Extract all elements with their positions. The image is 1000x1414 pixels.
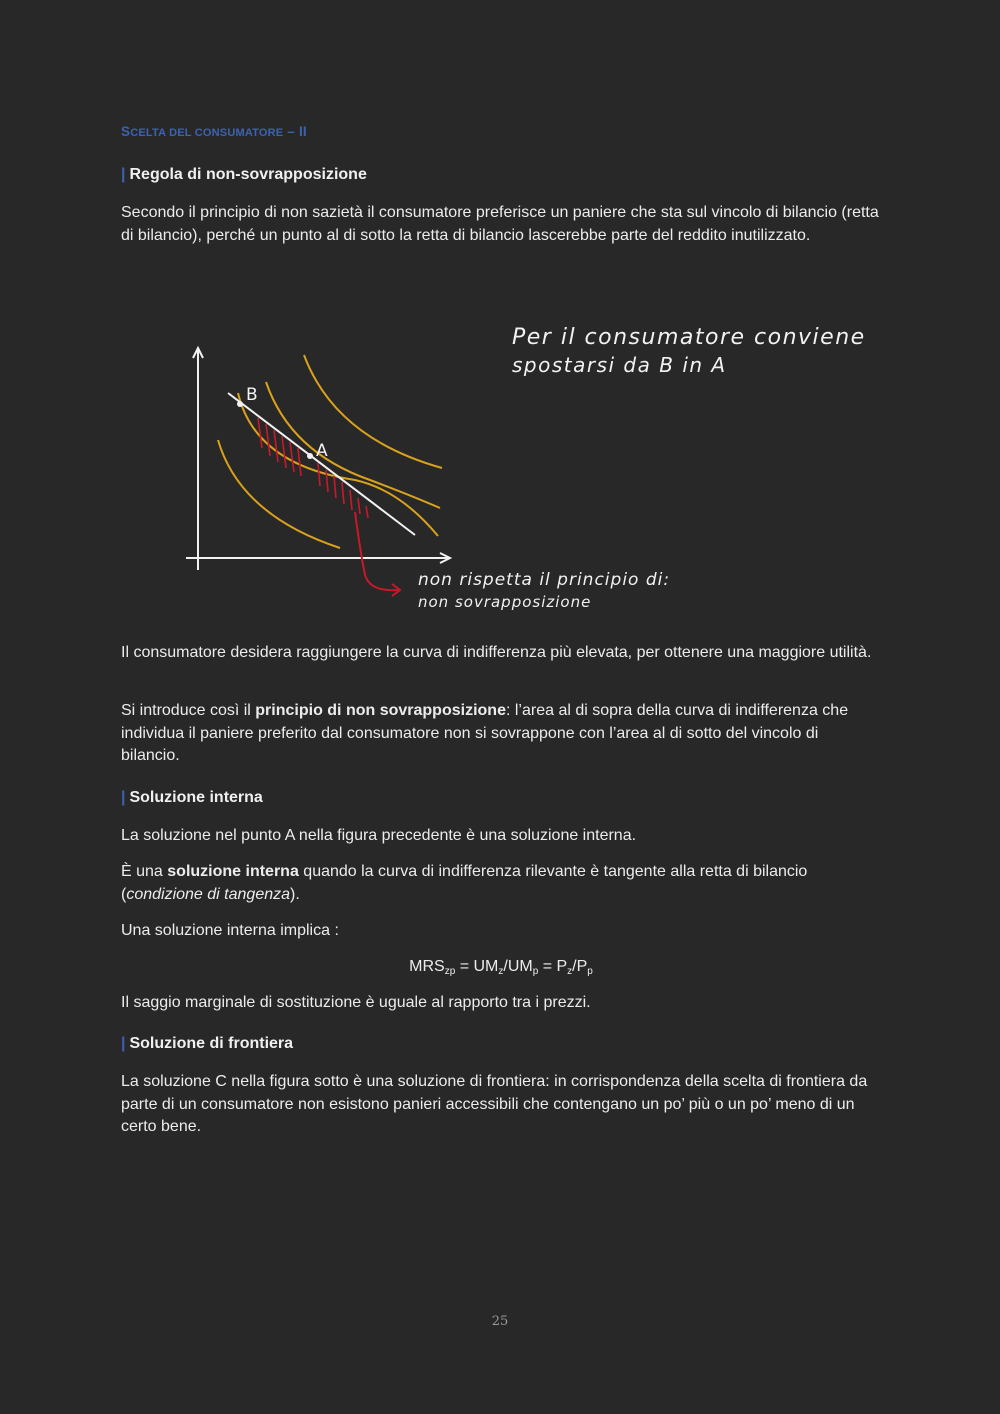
formula-sub: p xyxy=(532,966,539,977)
heading-bar-marker: | xyxy=(121,1035,126,1052)
formula-mrs xyxy=(121,956,881,984)
running-head xyxy=(121,124,307,139)
formula-part: MRS xyxy=(409,958,445,975)
running-head-rest: CELTA DEL CONSUMATORE xyxy=(130,127,284,139)
page-number: 25 xyxy=(491,1314,509,1329)
formula-part: /UM xyxy=(503,958,533,975)
label-b: B xyxy=(246,385,258,405)
bold-term: soluzione interna xyxy=(167,863,299,880)
point-a xyxy=(307,453,313,459)
hatched-overlap-area xyxy=(258,418,368,518)
indifference-curve-ab xyxy=(238,393,438,536)
formula-sub: z xyxy=(567,966,573,977)
paragraph-principio-non-sovrapposizione xyxy=(121,700,881,768)
formula-sub: z xyxy=(498,966,504,977)
text-run: ). xyxy=(290,885,300,903)
paragraph-soluzione-punto-a: La soluzione nel punto A nella figura precedente è una soluzione interna. xyxy=(121,827,637,844)
note-bottom-line2: non sovrapposizione xyxy=(418,593,592,611)
note-top-line1: Per il consumatore conviene xyxy=(512,325,866,350)
paragraph-curva-piu-elevata: Il consumatore desidera raggiungere la curva di indifferenza più elevata, per ottenere una maggiore utilità. xyxy=(121,644,872,661)
point-b xyxy=(237,401,243,407)
section-title: Regola di non-sovrapposizione xyxy=(129,166,367,183)
formula-part: = UM xyxy=(455,958,499,975)
heading-bar-marker: | xyxy=(121,789,126,806)
text-run: : l’area al di sopra della curva di indifferenza che individua il paniere preferito dal consumatore non si sovrappone con l’area al di sotto del vincolo di bilancio. xyxy=(121,702,849,764)
heading-bar-marker: | xyxy=(121,166,126,183)
paragraph-implica: Una soluzione interna implica : xyxy=(121,922,339,939)
red-pointer-arrow xyxy=(355,512,398,590)
formula-part: /P xyxy=(572,958,588,975)
section-title: Soluzione interna xyxy=(129,789,263,806)
note-top-line2: spostarsi da B in A xyxy=(512,353,727,377)
section-heading-soluzione-interna xyxy=(121,789,263,807)
paragraph-saggio-marginale: Il saggio marginale di sostituzione è uguale al rapporto tra i prezzi. xyxy=(121,994,591,1011)
budget-line xyxy=(228,393,415,535)
label-a: A xyxy=(316,441,328,461)
text-run: Si introduce così il xyxy=(121,702,256,719)
bold-term: principio di non sovrapposizione xyxy=(255,702,506,719)
paragraph-definizione-soluzione-interna xyxy=(121,861,881,906)
section-heading-soluzione-frontiera xyxy=(121,1035,293,1053)
section-title: Soluzione di frontiera xyxy=(129,1035,294,1052)
paragraph-non-sazieta: Secondo il principio di non sazietà il consumatore preferisce un paniere che sta sul vincolo di bilancio (retta di bilancio), perché un punto al di sotto la retta di bilancio lascerebbe parte del reddito inutilizzato. xyxy=(121,204,879,244)
running-head-suffix: – II xyxy=(283,124,307,139)
section-heading-non-sovrapposizione xyxy=(121,166,367,184)
indifference-curves-figure xyxy=(170,300,870,630)
running-head-initial: S xyxy=(121,124,131,139)
formula-part: = P xyxy=(538,958,568,975)
formula-sub: zp xyxy=(444,966,456,977)
formula-sub: p xyxy=(587,966,593,977)
text-run: È una xyxy=(121,863,168,880)
italic-term: condizione di tangenza xyxy=(126,885,291,903)
paragraph-soluzione-frontiera: La soluzione C nella figura sotto è una soluzione di frontiera: in corrispondenza della scelta di frontiera da parte di un consumatore non esistono panieri accessibili che contengano un po’ più o un po’ meno di un certo bene. xyxy=(121,1073,868,1135)
text-run: quando la curva di indifferenza rilevante è tangente alla retta di bilancio ( xyxy=(121,863,808,903)
note-bottom-line1: non rispetta il principio di: xyxy=(418,570,671,590)
